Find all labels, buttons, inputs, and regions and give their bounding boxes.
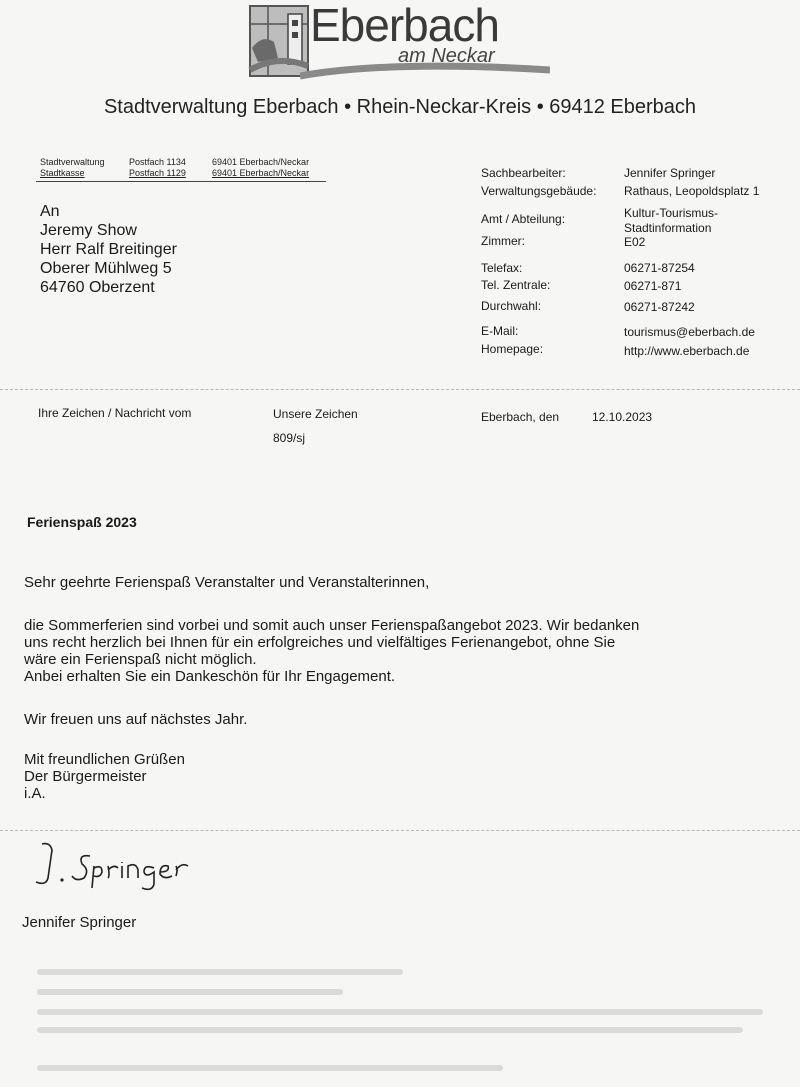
sender-city-1: 69401 Eberbach/Neckar: [212, 157, 310, 167]
handwritten-signature: [28, 836, 198, 896]
sender-postbox-2: Postfach 1129: [129, 168, 186, 178]
logo-subtitle: am Neckar: [398, 45, 495, 67]
closing-line: Mit freundlichen Grüßen: [24, 751, 185, 768]
logo-swoosh-icon: [300, 58, 550, 82]
recipient-line: An: [40, 203, 60, 220]
closing-line: Der Bürgermeister: [24, 768, 147, 785]
body-paragraph-1: [24, 617, 639, 685]
recipient-line: Oberer Mühlweg 5: [40, 260, 172, 277]
paper-fold-line: [0, 389, 800, 390]
body-line: die Sommerferien sind vorbei und somit auch unser Ferienspaßangebot 2023. Wir bedanken: [24, 617, 640, 634]
contact-value: Jennifer Springer: [624, 166, 716, 180]
contact-label: Sachbearbeiter:: [481, 166, 566, 180]
sender-office-1: Stadtverwaltung: [40, 157, 105, 167]
contact-value: Rathaus, Leopoldsplatz 1: [624, 184, 760, 198]
letter-subject: Ferienspaß 2023: [27, 514, 137, 530]
signer-name: Jennifer Springer: [22, 914, 137, 931]
recipient-line: 64760 Oberzent: [40, 279, 155, 296]
logo-wordmark: Eberbach: [310, 0, 499, 51]
contact-label: Amt / Abteilung:: [481, 212, 566, 226]
sender-postbox-1: Postfach 1134: [129, 157, 186, 167]
body-line: uns recht herzlich bei Ihnen für ein erfolgreiches und vielfältiges Ferienangebot, ohne Sie: [24, 634, 616, 651]
recipient-address: [40, 202, 177, 297]
your-reference-label: Ihre Zeichen / Nachricht vom: [38, 406, 192, 420]
closing-line: i.A.: [24, 785, 46, 802]
contact-value: Stadtinformation: [624, 221, 712, 235]
contact-value: tourismus@eberbach.de: [624, 325, 755, 339]
body-line: wäre ein Ferienspaß nicht möglich.: [24, 651, 257, 668]
closing-block: [24, 751, 185, 802]
body-line: Anbei erhalten Sie ein Dankeschön für Ihr Engagement.: [24, 668, 396, 685]
body-paragraph-2: Wir freuen uns auf nächstes Jahr.: [24, 711, 248, 728]
paper-fold-line: [0, 830, 800, 831]
contact-label: Tel. Zentrale:: [481, 278, 551, 292]
contact-value: 06271-87242: [624, 300, 695, 314]
contact-label: Durchwahl:: [481, 299, 542, 313]
contact-value: Kultur-Tourismus-: [624, 206, 719, 220]
sender-office-2: Stadtkasse: [40, 168, 85, 178]
salutation: Sehr geehrte Ferienspaß Veranstalter und Veranstalterinnen,: [24, 574, 430, 591]
our-reference-label: Unsere Zeichen: [273, 407, 358, 421]
sender-city-2: 69401 Eberbach/Neckar: [212, 168, 310, 178]
bleed-through-texture: [20, 960, 780, 1080]
contact-label: Verwaltungsgebäude:: [481, 184, 597, 198]
contact-value: http://www.eberbach.de: [624, 344, 750, 358]
contact-value: 06271-87254: [624, 261, 695, 275]
authority-headline: Stadtverwaltung Eberbach • Rhein-Neckar-Kreis • 69412 Eberbach: [103, 96, 697, 118]
contact-label: E-Mail:: [481, 324, 519, 338]
contact-label: Zimmer:: [481, 234, 525, 248]
sender-divider: [36, 181, 326, 182]
contact-label: Homepage:: [481, 342, 544, 356]
recipient-line: Jeremy Show: [40, 222, 137, 239]
contact-value: E02: [624, 235, 646, 249]
contact-label: Telefax:: [481, 261, 523, 275]
letter-date: 12.10.2023: [592, 410, 653, 424]
contact-value: 06271-871: [624, 279, 682, 293]
place-label: Eberbach, den: [481, 410, 560, 424]
our-reference-value: 809/sj: [273, 431, 306, 445]
recipient-line: Herr Ralf Breitinger: [40, 241, 177, 258]
